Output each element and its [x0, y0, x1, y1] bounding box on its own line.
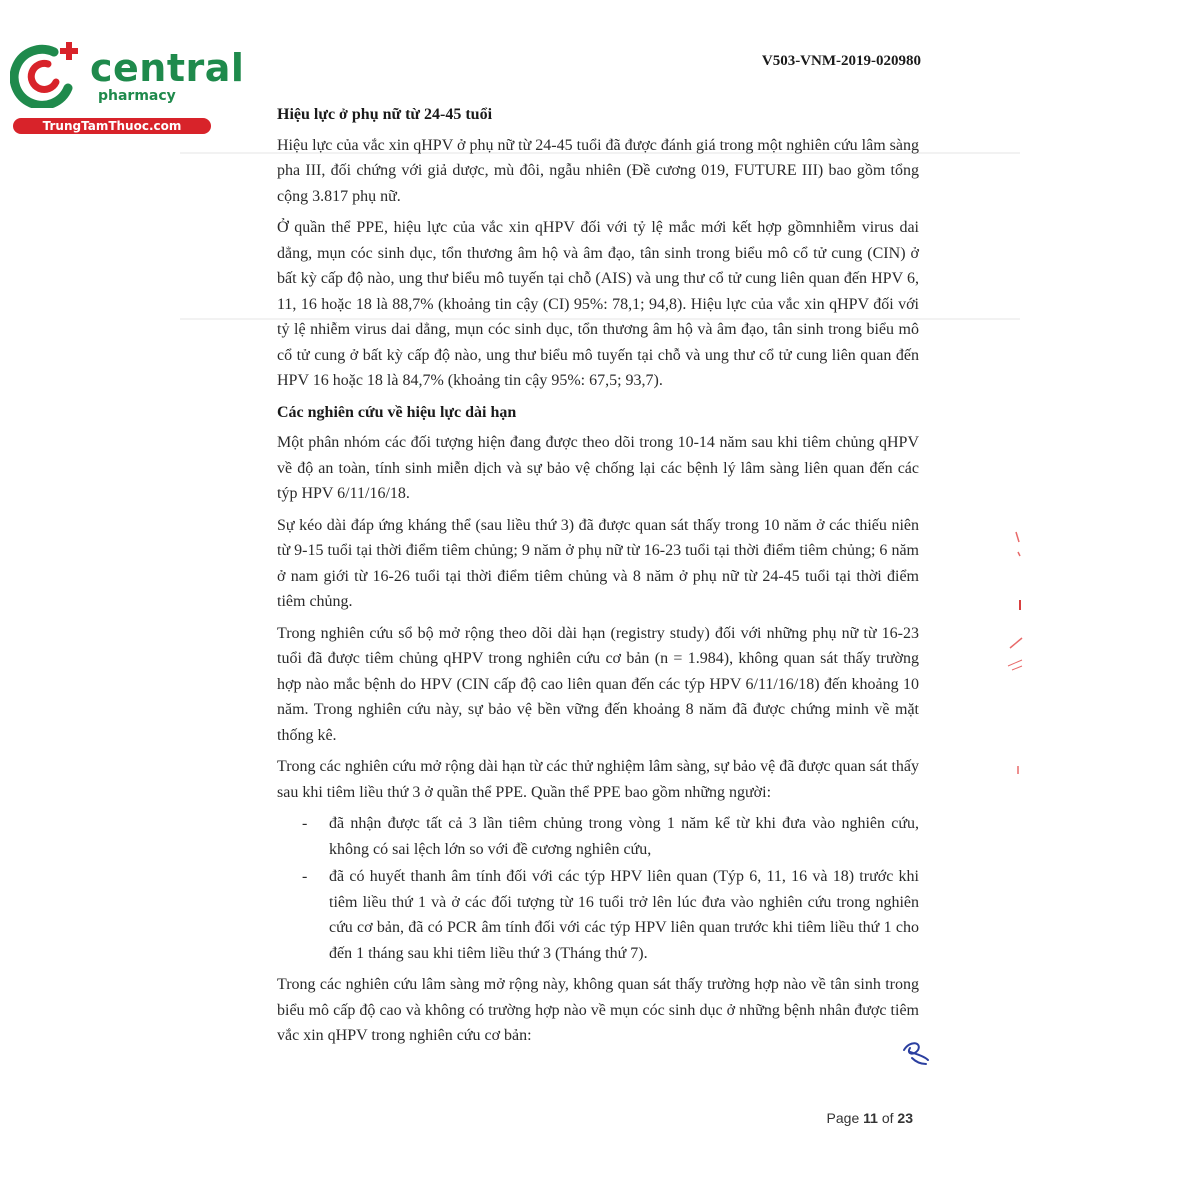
list-item: [277, 811, 919, 862]
total-pages: 23: [897, 1110, 913, 1126]
paragraph: Một phân nhóm các đối tượng hiện đang được theo dõi trong 10-14 năm sau khi tiêm chủng qHPV về độ an toàn, tính sinh miễn dịch và sự bảo vệ chống lại các bệnh lý lâm sàng liên quan đến các týp HPV 6/11/16/18.: [277, 434, 919, 502]
handwritten-signature-mark: [900, 1038, 932, 1068]
page-word: Page: [826, 1110, 860, 1126]
paragraph: Trong các nghiên cứu lâm sàng mở rộng này, không quan sát thấy trường hợp nào về tân sinh trong biểu mô cấp độ cao và không có trường hợp nào về mụn cóc sinh dục ở những bệnh nhân được tiêm vắc xin qHPV trong nghiên cứu cơ bản:: [277, 976, 919, 1044]
section-heading-longterm: Các nghiên cứu về hiệu lực dài hạn: [277, 403, 517, 421]
paragraph: Trong nghiên cứu sổ bộ mở rộng theo dõi dài hạn (registry study) đối với những phụ nữ từ 16-23 tuổi đã được tiêm chủng qHPV trong nghiên cứu cơ bản (n = 1.984), không quan sát thấy trường hợp nào mắc bệnh do HPV (CIN cấp độ cao liên quan đến các týp HPV 6/11/16/18) đến khoảng 10 năm. Trong nghiên cứu này, sự bảo vệ bền vững đến khoảng 8 năm đã được chứng minh về mặt thống kê.: [277, 624, 919, 744]
brand-subname: pharmacy: [98, 88, 176, 104]
ppe-criteria-list: [277, 811, 919, 966]
page-of: of: [881, 1110, 894, 1126]
page-number: [827, 1110, 913, 1126]
paragraph: Ở quần thể PPE, hiệu lực của vắc xin qHPV đối với tỷ lệ mắc mới kết hợp gồmnhiễm virus dai dẳng, mụn cóc sinh dục, tổn thương âm hộ và âm đạo, tân sinh trong biểu mô cổ tử cung (CIN) ở bất kỳ cấp độ nào, ung thư biểu mô tuyến tại chỗ (AIS) và ung thư cổ tử cung liên quan đến HPV 6, 11, 16 hoặc 18 là 88,7% (khoảng tin cậy (CI) 95%: 78,1; 94,8). Hiệu lực của vắc xin qHPV đối với tỷ lệ nhiễm virus dai dẳng, mụn cóc sinh dục, tổn thương âm hộ và âm đạo, tân sinh trong biểu mô cổ tử cung ở bất kỳ cấp độ nào, ung thư biểu mô tuyến tại chỗ và ung thư cổ tử cung liên quan đến HPV 16 hoặc 18 là 84,7% (khoảng tin cậy 95%: 67,5; 93,7).: [277, 219, 919, 389]
margin-scan-marks: [1004, 520, 1034, 780]
paragraph: Hiệu lực của vắc xin qHPV ở phụ nữ từ 24-45 tuổi đã được đánh giá trong một nghiên cứu lâm sàng pha III, đối chứng với giả dược, mù đôi, ngẫu nhiên (Đề cương 019, FUTURE III) bao gồm tổng cộng 3.817 phụ nữ.: [277, 136, 919, 205]
brand-name: central: [90, 46, 245, 90]
central-pharmacy-logo[interactable]: [10, 38, 245, 136]
list-item: [277, 864, 919, 966]
bullet-dash: -: [302, 815, 308, 832]
list-item-text: đã nhận được tất cả 3 lần tiêm chủng trong vòng 1 năm kể từ khi đưa vào nghiên cứu, không có sai lệch lớn so với đề cương nghiên cứu,: [329, 815, 919, 858]
current-page: 11: [863, 1110, 878, 1126]
bullet-dash: -: [302, 868, 308, 885]
document-body: [277, 100, 919, 1055]
paragraph: Trong các nghiên cứu mở rộng dài hạn từ các thử nghiệm lâm sàng, sự bảo vệ đã được quan sát thấy sau khi tiêm liều thứ 3 ở quần thể PPE. Quần thể PPE bao gồm những người:: [277, 758, 919, 801]
paragraph: Sự kéo dài đáp ứng kháng thể (sau liều thứ 3) đã được quan sát thấy trong 10 năm ở các thiếu niên từ 9-15 tuổi tại thời điểm tiêm chủng; 9 năm ở phụ nữ từ 16-23 tuổi tại thời điểm tiêm chủng; 6 năm ở nam giới từ 16-26 tuổi tại thời điểm tiêm chủng và 8 năm ở phụ nữ từ 24-45 tuổi tại thời điểm tiêm chủng.: [277, 516, 919, 610]
section-heading-efficacy: Hiệu lực ở phụ nữ từ 24-45 tuổi: [277, 106, 493, 123]
brand-website[interactable]: TrungTamThuoc.com: [13, 118, 211, 134]
list-item-text: đã có huyết thanh âm tính đối với các týp HPV liên quan (Týp 6, 11, 16 và 18) trước khi tiêm liều thứ 1 và ở các đối tượng từ 16 tuổi trở lên lúc đưa vào nghiên cứu trong nghiên cứu cơ bản, đã có PCR âm tính đối với các týp HPV liên quan trước khi tiêm liều thứ 1 cho đến 1 tháng sau khi tiêm liều thứ 3 (Tháng thứ 7).: [329, 868, 919, 962]
central-logo-icon: [10, 38, 88, 108]
document-code: V503-VNM-2019-020980: [761, 53, 921, 69]
